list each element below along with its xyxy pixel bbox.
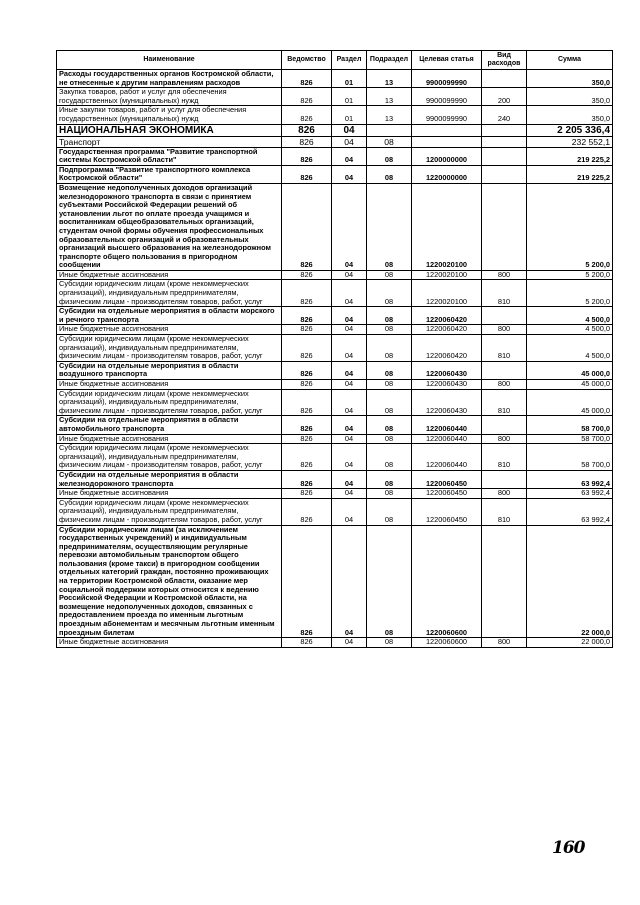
cell-target-article: 1220000000	[412, 165, 482, 183]
table-row	[57, 88, 613, 106]
table-row	[57, 361, 613, 379]
cell-name: Субсидии на отдельные мероприятия в области железнодорожного транспорта	[57, 470, 282, 488]
cell-expense-type	[482, 416, 527, 434]
cell-name: Субсидии юридическим лицам (кроме некоммерческих организаций), индивидуальным предпринимателям, физическим лицам - производителям товаров, работ, услуг	[57, 389, 282, 416]
cell-department: 826	[282, 165, 332, 183]
cell-target-article: 1220060440	[412, 434, 482, 444]
header-amount: Сумма	[527, 51, 613, 70]
cell-amount: 45 000,0	[527, 389, 613, 416]
header-target-article: Целевая статья	[412, 51, 482, 70]
cell-expense-type	[482, 361, 527, 379]
cell-subsection: 08	[367, 325, 412, 335]
cell-section: 04	[332, 183, 367, 270]
cell-subsection	[367, 124, 412, 136]
cell-target-article: 9900099990	[412, 70, 482, 88]
table-row	[57, 183, 613, 270]
cell-expense-type	[482, 165, 527, 183]
cell-name: Иные закупки товаров, работ и услуг для обеспечения государственных (муниципальных) нужд	[57, 106, 282, 124]
cell-department: 826	[282, 498, 332, 525]
cell-section: 01	[332, 70, 367, 88]
cell-subsection: 08	[367, 444, 412, 471]
cell-expense-type: 810	[482, 389, 527, 416]
cell-section: 04	[332, 325, 367, 335]
cell-department: 826	[282, 124, 332, 136]
cell-expense-type	[482, 124, 527, 136]
cell-section: 04	[332, 434, 367, 444]
table-row	[57, 147, 613, 165]
cell-department: 826	[282, 380, 332, 390]
cell-subsection: 08	[367, 136, 412, 147]
cell-subsection: 08	[367, 389, 412, 416]
cell-subsection: 13	[367, 88, 412, 106]
cell-target-article: 1220060430	[412, 361, 482, 379]
cell-amount: 350,0	[527, 88, 613, 106]
budget-table-sheet	[56, 50, 612, 648]
cell-section: 01	[332, 88, 367, 106]
cell-section: 04	[332, 470, 367, 488]
header-section: Раздел	[332, 51, 367, 70]
table-row	[57, 335, 613, 362]
table-row	[57, 470, 613, 488]
cell-expense-type: 800	[482, 434, 527, 444]
cell-target-article: 1220060420	[412, 325, 482, 335]
cell-amount: 45 000,0	[527, 361, 613, 379]
cell-section: 04	[332, 136, 367, 147]
cell-department: 826	[282, 525, 332, 638]
cell-expense-type	[482, 307, 527, 325]
cell-target-article: 1220060430	[412, 389, 482, 416]
cell-subsection: 08	[367, 335, 412, 362]
cell-amount: 63 992,4	[527, 470, 613, 488]
table-row	[57, 389, 613, 416]
cell-expense-type: 800	[482, 638, 527, 648]
cell-target-article: 1220060600	[412, 638, 482, 648]
cell-department: 826	[282, 88, 332, 106]
table-row	[57, 525, 613, 638]
cell-department: 826	[282, 183, 332, 270]
cell-amount: 5 200,0	[527, 280, 613, 307]
cell-target-article: 1220060440	[412, 416, 482, 434]
cell-section: 04	[332, 335, 367, 362]
cell-amount: 219 225,2	[527, 165, 613, 183]
cell-target-article: 1220020100	[412, 270, 482, 280]
cell-section: 04	[332, 416, 367, 434]
cell-amount: 350,0	[527, 70, 613, 88]
cell-target-article: 1220020100	[412, 280, 482, 307]
table-row	[57, 416, 613, 434]
cell-subsection: 08	[367, 416, 412, 434]
cell-section: 04	[332, 270, 367, 280]
cell-amount: 58 700,0	[527, 444, 613, 471]
cell-name: Субсидии юридическим лицам (кроме некоммерческих организаций), индивидуальным предпринимателям, физическим лицам - производителям товаров, работ, услуг	[57, 444, 282, 471]
header-expense-type: Вид расходов	[482, 51, 527, 70]
cell-section: 04	[332, 489, 367, 499]
cell-amount: 22 000,0	[527, 525, 613, 638]
cell-section: 04	[332, 444, 367, 471]
table-row	[57, 307, 613, 325]
cell-target-article	[412, 124, 482, 136]
cell-section: 04	[332, 498, 367, 525]
cell-name: Субсидии на отдельные мероприятия в области воздушного транспорта	[57, 361, 282, 379]
cell-amount: 58 700,0	[527, 434, 613, 444]
cell-amount: 2 205 336,4	[527, 124, 613, 136]
cell-expense-type	[482, 525, 527, 638]
cell-section: 04	[332, 307, 367, 325]
cell-subsection: 08	[367, 434, 412, 444]
cell-target-article: 1220060600	[412, 525, 482, 638]
cell-target-article: 1220060440	[412, 444, 482, 471]
cell-department: 826	[282, 325, 332, 335]
cell-name: Иные бюджетные ассигнования	[57, 638, 282, 648]
cell-expense-type: 810	[482, 280, 527, 307]
cell-department: 826	[282, 489, 332, 499]
cell-department: 826	[282, 416, 332, 434]
cell-section: 04	[332, 380, 367, 390]
cell-amount: 5 200,0	[527, 183, 613, 270]
table-row	[57, 124, 613, 136]
cell-amount: 4 500,0	[527, 325, 613, 335]
cell-section: 04	[332, 638, 367, 648]
cell-department: 826	[282, 147, 332, 165]
cell-expense-type	[482, 136, 527, 147]
cell-target-article: 1220060450	[412, 470, 482, 488]
cell-department: 826	[282, 106, 332, 124]
cell-amount: 4 500,0	[527, 335, 613, 362]
table-row	[57, 136, 613, 147]
table-row	[57, 489, 613, 499]
cell-name: Иные бюджетные ассигнования	[57, 325, 282, 335]
cell-department: 826	[282, 270, 332, 280]
cell-target-article: 1220060420	[412, 307, 482, 325]
cell-target-article: 1220060430	[412, 380, 482, 390]
cell-expense-type: 810	[482, 444, 527, 471]
cell-target-article: 1220060450	[412, 498, 482, 525]
cell-name: Транспорт	[57, 136, 282, 147]
cell-department: 826	[282, 307, 332, 325]
cell-name: Субсидии на отдельные мероприятия в области автомобильного транспорта	[57, 416, 282, 434]
cell-name: Субсидии юридическим лицам (кроме некоммерческих организаций), индивидуальным предпринимателям, физическим лицам - производителям товаров, работ, услуг	[57, 335, 282, 362]
cell-department: 826	[282, 70, 332, 88]
cell-section: 04	[332, 389, 367, 416]
cell-expense-type	[482, 470, 527, 488]
cell-section: 01	[332, 106, 367, 124]
cell-subsection: 08	[367, 307, 412, 325]
cell-expense-type: 200	[482, 88, 527, 106]
cell-amount: 350,0	[527, 106, 613, 124]
cell-amount: 22 000,0	[527, 638, 613, 648]
cell-department: 826	[282, 444, 332, 471]
cell-section: 04	[332, 361, 367, 379]
table-row	[57, 638, 613, 648]
cell-name: Государственная программа "Развитие транспортной системы Костромской области"	[57, 147, 282, 165]
cell-expense-type: 800	[482, 380, 527, 390]
cell-expense-type	[482, 70, 527, 88]
cell-subsection: 08	[367, 280, 412, 307]
cell-target-article	[412, 136, 482, 147]
cell-target-article: 9900099990	[412, 88, 482, 106]
table-row	[57, 444, 613, 471]
cell-expense-type: 800	[482, 270, 527, 280]
table-row	[57, 70, 613, 88]
budget-table	[56, 50, 613, 648]
cell-subsection: 08	[367, 470, 412, 488]
cell-name: Субсидии юридическим лицам (кроме некоммерческих организаций), индивидуальным предпринимателям, физическим лицам - производителям товаров, работ, услуг	[57, 280, 282, 307]
cell-target-article: 9900099990	[412, 106, 482, 124]
table-row	[57, 380, 613, 390]
cell-subsection: 08	[367, 498, 412, 525]
cell-department: 826	[282, 361, 332, 379]
header-department: Ведомство	[282, 51, 332, 70]
cell-section: 04	[332, 165, 367, 183]
header-subsection: Подраздел	[367, 51, 412, 70]
table-row	[57, 498, 613, 525]
cell-name: Субсидии юридическим лицам (за исключением государственных учреждений) и индивидуальным предпринимателям, осуществляющим регулярные перевозки автомобильным транспортом общего пользования (кроме такси) в пригородном сообщении отдельных категорий граждан, постоянно проживающих на территории Костромской области, оказание мер социальной поддержки которых относится к ведению Российской Федерации и Костромской области, на возмещение недополученных доходов, связанных с предоставлением проезда по именным льготным проездным абонементам и месячным льготным именным проездным билетам	[57, 525, 282, 638]
cell-department: 826	[282, 136, 332, 147]
cell-amount: 63 992,4	[527, 489, 613, 499]
cell-expense-type	[482, 183, 527, 270]
cell-amount: 5 200,0	[527, 270, 613, 280]
cell-subsection: 08	[367, 361, 412, 379]
page-number: 160	[552, 838, 585, 858]
cell-subsection: 13	[367, 106, 412, 124]
cell-department: 826	[282, 434, 332, 444]
cell-amount: 232 552,1	[527, 136, 613, 147]
cell-target-article: 1220060450	[412, 489, 482, 499]
cell-name: Субсидии юридическим лицам (кроме некоммерческих организаций), индивидуальным предпринимателям, физическим лицам - производителям товаров, работ, услуг	[57, 498, 282, 525]
cell-department: 826	[282, 638, 332, 648]
cell-amount: 63 992,4	[527, 498, 613, 525]
cell-expense-type: 240	[482, 106, 527, 124]
cell-expense-type: 810	[482, 498, 527, 525]
cell-target-article: 1200000000	[412, 147, 482, 165]
cell-amount: 58 700,0	[527, 416, 613, 434]
cell-subsection: 08	[367, 270, 412, 280]
cell-department: 826	[282, 280, 332, 307]
cell-name: Иные бюджетные ассигнования	[57, 380, 282, 390]
cell-subsection: 08	[367, 147, 412, 165]
cell-department: 826	[282, 335, 332, 362]
cell-name: Подпрограмма "Развитие транспортного комплекса Костромской области"	[57, 165, 282, 183]
header-name: Наименование	[57, 51, 282, 70]
cell-subsection: 08	[367, 489, 412, 499]
cell-subsection: 08	[367, 525, 412, 638]
cell-department: 826	[282, 470, 332, 488]
cell-amount: 4 500,0	[527, 307, 613, 325]
cell-subsection: 13	[367, 70, 412, 88]
cell-amount: 219 225,2	[527, 147, 613, 165]
cell-target-article: 1220020100	[412, 183, 482, 270]
cell-name: НАЦИОНАЛЬНАЯ ЭКОНОМИКА	[57, 124, 282, 136]
cell-name: Иные бюджетные ассигнования	[57, 434, 282, 444]
table-header-row	[57, 51, 613, 70]
cell-amount: 45 000,0	[527, 380, 613, 390]
cell-subsection: 08	[367, 183, 412, 270]
cell-department: 826	[282, 389, 332, 416]
cell-section: 04	[332, 280, 367, 307]
cell-expense-type: 800	[482, 325, 527, 335]
cell-name: Иные бюджетные ассигнования	[57, 270, 282, 280]
table-body	[57, 70, 613, 648]
cell-section: 04	[332, 525, 367, 638]
cell-name: Иные бюджетные ассигнования	[57, 489, 282, 499]
table-row	[57, 280, 613, 307]
cell-name: Закупка товаров, работ и услуг для обеспечения государственных (муниципальных) нужд	[57, 88, 282, 106]
cell-section: 04	[332, 124, 367, 136]
table-row	[57, 165, 613, 183]
cell-name: Субсидии на отдельные мероприятия в области морского и речного транспорта	[57, 307, 282, 325]
cell-expense-type: 810	[482, 335, 527, 362]
cell-subsection: 08	[367, 165, 412, 183]
cell-subsection: 08	[367, 638, 412, 648]
cell-name: Возмещение недополученных доходов организаций железнодорожного транспорта в связи с принятием субъектами Российской Федерации решений об установлении льгот по оплате проезда учащимся и воспитанникам общеобразовательных организаций, студентам очной формы обучения профессиональных образовательных организаций и образовательных организаций высшего образования на железнодорожном транспорте общего пользования в пригородном сообщении	[57, 183, 282, 270]
table-row	[57, 106, 613, 124]
cell-expense-type: 800	[482, 489, 527, 499]
cell-subsection: 08	[367, 380, 412, 390]
cell-expense-type	[482, 147, 527, 165]
cell-name: Расходы государственных органов Костромской области, не отнесенные к другим направлениям расходов	[57, 70, 282, 88]
cell-target-article: 1220060420	[412, 335, 482, 362]
cell-section: 04	[332, 147, 367, 165]
